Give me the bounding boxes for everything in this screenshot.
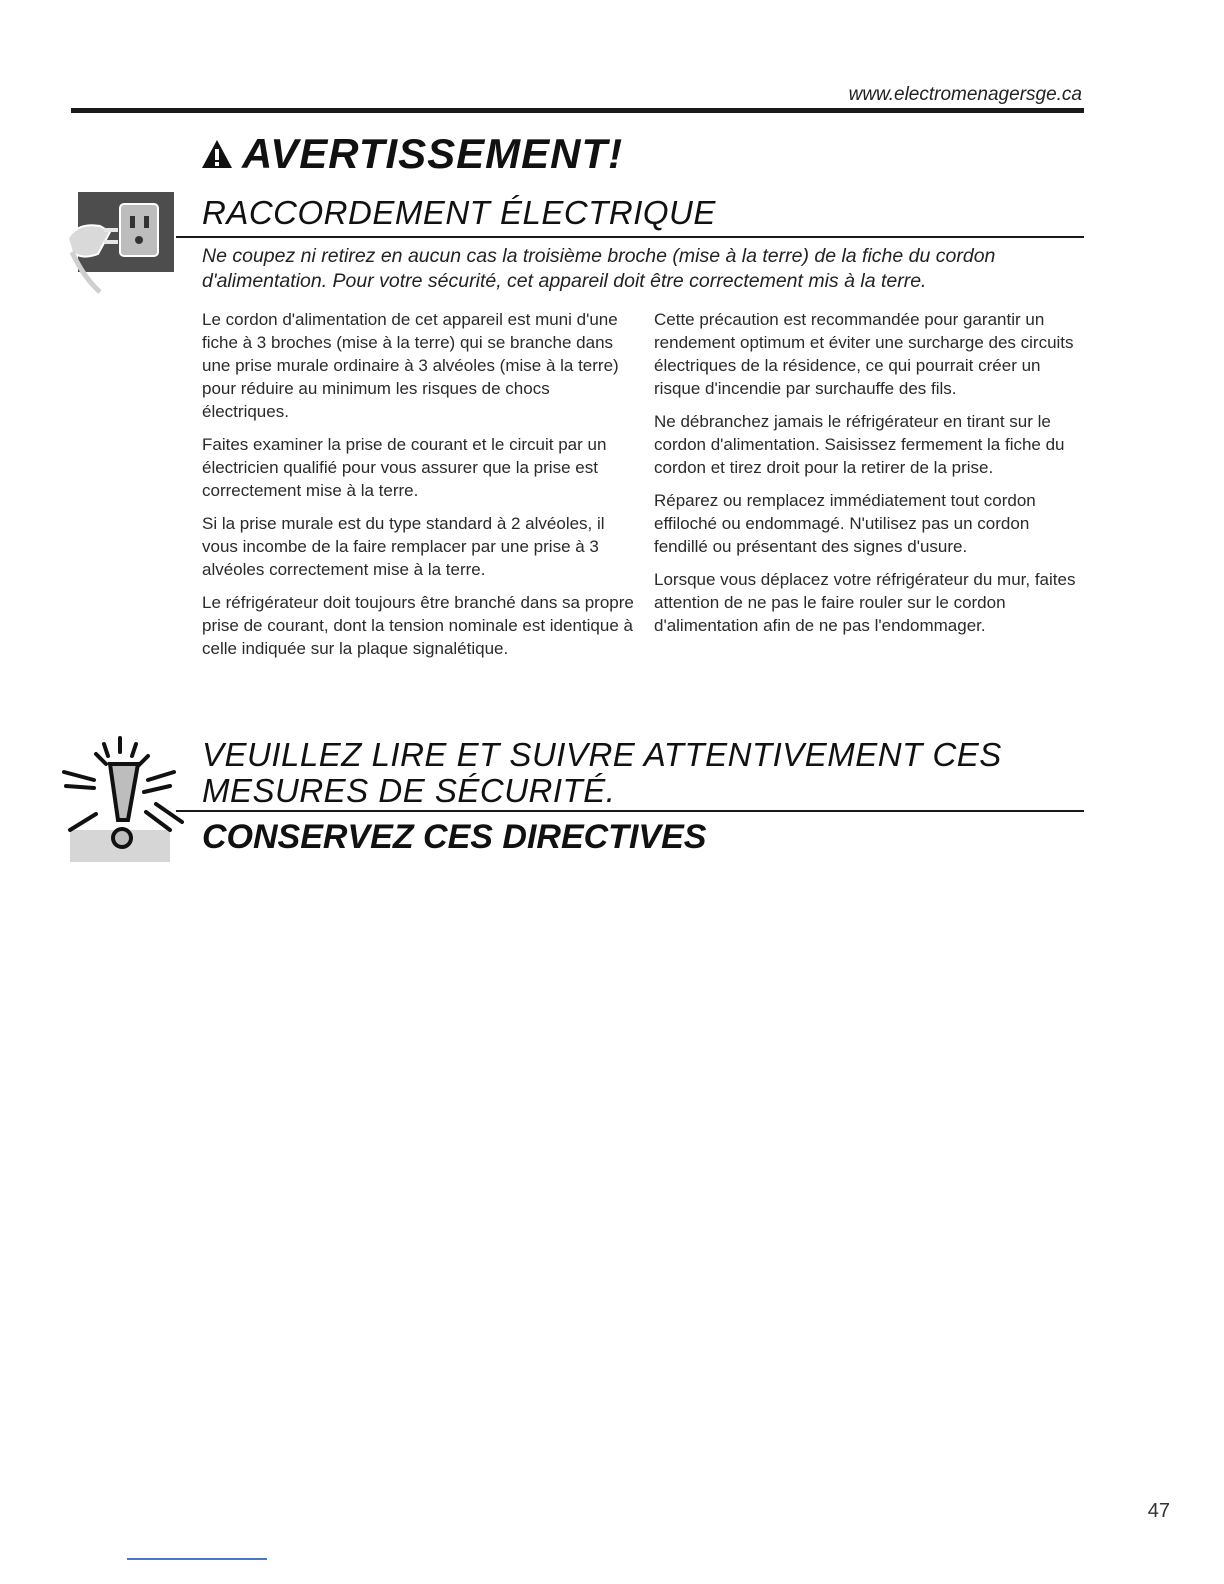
warning-triangle-icon <box>200 138 234 170</box>
left-column <box>202 308 634 670</box>
safety-heading-rule <box>176 810 1084 812</box>
footer-accent-line <box>127 1558 267 1560</box>
electrical-heading-rule <box>176 236 1084 238</box>
paragraph: Réparez ou remplacez immédiatement tout cordon effiloché ou endommagé. N'utilisez pas un cordon fendillé ou présentant des signes d'usure. <box>654 491 1036 556</box>
exclamation-alert-icon <box>60 734 184 864</box>
paragraph: Le réfrigérateur doit toujours être branché dans sa propre prise de courant, dont la tension nominale est identique à celle indiquée sur la plaque signalétique. <box>202 593 634 658</box>
electrical-subhead: Ne coupez ni retirez en aucun cas la troisième broche (mise à la terre) de la fiche du cordon d'alimentation. Pour votre sécurité, cet appareil doit être correctement mis à la terre. <box>202 245 996 292</box>
paragraph: Lorsque vous déplacez votre réfrigérateur du mur, faites attention de ne pas le faire rouler sur le cordon d'alimentation afin de ne pas l'endommager. <box>654 570 1076 635</box>
electrical-section-heading: RACCORDEMENT ÉLECTRIQUE <box>202 194 716 231</box>
warning-title-text: AVERTISSEMENT! <box>242 130 624 177</box>
warning-title <box>200 130 623 178</box>
paragraph: Faites examiner la prise de courant et le circuit par un électricien qualifié pour vous assurer que la prise est correctement mise à la terre. <box>202 435 607 500</box>
website-url: www.electromenagersge.ca <box>848 84 1082 105</box>
conserve-directives: CONSERVEZ CES DIRECTIVES <box>202 818 707 856</box>
header-rule <box>71 108 1084 113</box>
paragraph: Le cordon d'alimentation de cet appareil est muni d'une fiche à 3 broches (mise à la terre) qui se branche dans une prise murale ordinaire à 3 alvéoles (mise à la terre) pour réduire au minimum les risques de chocs électriques. <box>202 310 619 421</box>
plug-outlet-icon <box>64 188 176 300</box>
page-number: 47 <box>1147 1500 1170 1522</box>
paragraph: Cette précaution est recommandée pour garantir un rendement optimum et éviter une surcharge des circuits électriques de la résidence, ce qui pourrait créer un risque d'incendie par surchauffe des fils. <box>654 310 1074 398</box>
safety-heading-line2: MESURES DE SÉCURITÉ. <box>202 772 616 809</box>
right-column <box>654 308 1086 647</box>
safety-heading-line1: VEUILLEZ LIRE ET SUIVRE ATTENTIVEMENT CES <box>202 736 1002 773</box>
paragraph: Si la prise murale est du type standard à 2 alvéoles, il vous incombe de la faire remplacer par une prise à 3 alvéoles correctement mise à la terre. <box>202 514 605 579</box>
paragraph: Ne débranchez jamais le réfrigérateur en tirant sur le cordon d'alimentation. Saisissez fermement la fiche du cordon et tirez droit pour la retirer de la prise. <box>654 412 1065 477</box>
